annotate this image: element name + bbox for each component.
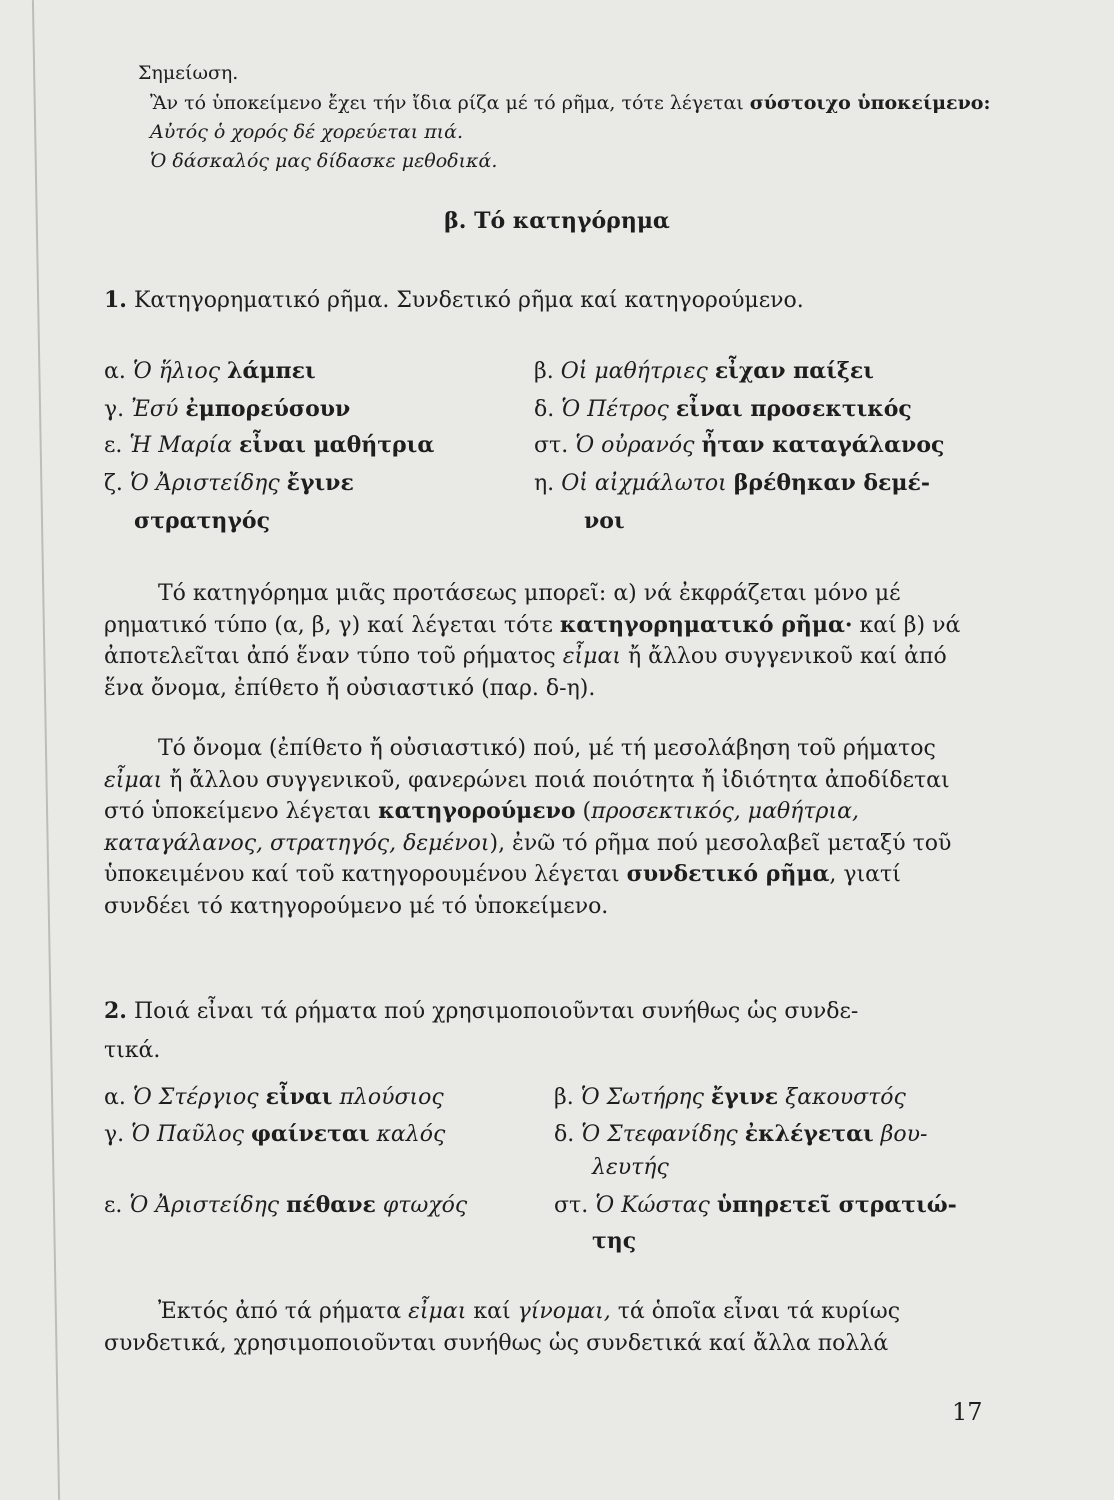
- example-z: ζ. Ὁ Ἀριστείδης ἔγινε: [104, 470, 354, 496]
- section-2-title-cont: τικά.: [104, 1038, 161, 1063]
- note-example-1: Αὐτός ὁ χορός δέ χορεύεται πιά.: [150, 121, 463, 143]
- example2-a: α. Ὁ Στέργιος εἶναι πλούσιος: [104, 1084, 444, 1110]
- note-term: σύστοιχο ὑποκείμενο:: [749, 92, 991, 114]
- example-d: δ. Ὁ Πέτρος εἶναι προσεκτικός: [534, 396, 912, 422]
- example-a: α. Ὁ ἥλιος λάμπει: [104, 358, 316, 384]
- paragraph-2: Τό ὄνομα (ἐπίθετο ἤ οὐσιαστικό) πού, μέ τή μεσολάβηση τοῦ ρήματος εἶμαι ἤ ἄλλου συγγενικοῦ, φανερώνει ποιά ποιότητα ἤ ἰδιότητα ἀποδίδεται στό ὑποκείμενο λέγεται κατηγορούμενο (προσεκτικός, μαθήτρια, καταγάλανος, στρατηγός, δεμένοι), ἐνῶ τό ρῆμα πού μεσολαβεῖ μεταξύ τοῦ ὑποκειμένου καί τοῦ κατηγορουμένου λέγεται συνδετικό ρῆμα, γιατί συνδέει τό κατηγορούμενο μέ τό ὑποκείμενο.: [104, 736, 952, 919]
- paragraph-3: Ἐκτός ἀπό τά ρήματα εἶμαι καί γίνομαι, τά ὁποῖα εἶναι τά κυρίως συνδετικά, χρησιμοποιοῦνται συνήθως ὡς συνδετικά καί ἄλλα πολλά: [104, 1299, 901, 1356]
- example-z-continuation: στρατηγός: [134, 508, 270, 534]
- note-body: Ἂν τό ὑποκείμενο ἔχει τήν ἴδια ρίζα μέ τό ρῆμα, τότε λέγεται σύστοιχο ὑποκείμενο:: [150, 92, 991, 114]
- page-number: 17: [952, 1398, 983, 1426]
- section-1-title: 1. Κατηγορηματικό ρῆμα. Συνδετικό ρῆμα καί κατηγορούμενο.: [104, 287, 804, 313]
- example2-st-continuation: της: [592, 1228, 637, 1254]
- section-heading: β. Τό κατηγόρημα: [444, 208, 670, 234]
- example-h-continuation: νοι: [584, 508, 625, 534]
- example-h: η. Οἱ αἰχμάλωτοι βρέθηκαν δεμέ-: [534, 470, 931, 496]
- example2-d: δ. Ὁ Στεφανίδης ἐκλέγεται βου-: [554, 1121, 928, 1147]
- example2-st: στ. Ὁ Κώστας ὑπηρετεῖ στρατιώ-: [554, 1192, 957, 1218]
- example-e: ε. Ἡ Μαρία εἶναι μαθήτρια: [104, 432, 435, 458]
- example2-b: β. Ὁ Σωτήρης ἔγινε ξακουστός: [554, 1084, 906, 1110]
- note-example-2: Ὁ δάσκαλός μας δίδασκε μεθοδικά.: [150, 150, 498, 172]
- paragraph-1: Τό κατηγόρημα μιᾶς προτάσεως μπορεῖ: α) νά ἐκφράζεται μόνο μέ ρηματικό τύπο (α, β, γ) καί λέγεται τότε κατηγορηματικό ρῆμα· καί β) νά ἀποτελεῖται ἀπό ἕναν τύπο τοῦ ρήματος εἶμαι ἤ ἄλλου συγγενικοῦ καί ἀπό ἕνα ὄνομα, ἐπίθετο ἤ οὐσιαστικό (παρ. δ-η).: [104, 581, 961, 701]
- example2-e: ε. Ὁ Ἀριστείδης πέθανε φτωχός: [104, 1192, 468, 1218]
- example2-g: γ. Ὁ Παῦλος φαίνεται καλός: [104, 1121, 446, 1147]
- note-title: Σημείωση.: [138, 62, 239, 84]
- example2-d-continuation: λευτής: [592, 1155, 669, 1180]
- section-2-title: 2. Ποιά εἶναι τά ρήματα πού χρησιμοποιοῦνται συνήθως ὡς συνδε-: [104, 998, 859, 1024]
- example-b: β. Οἱ μαθήτριες εἶχαν παίξει: [534, 358, 874, 384]
- example-g: γ. Ἐσύ ἐμπορεύσουν: [104, 396, 351, 422]
- example-st: στ. Ὁ οὐρανός ἦταν καταγάλανος: [534, 432, 945, 458]
